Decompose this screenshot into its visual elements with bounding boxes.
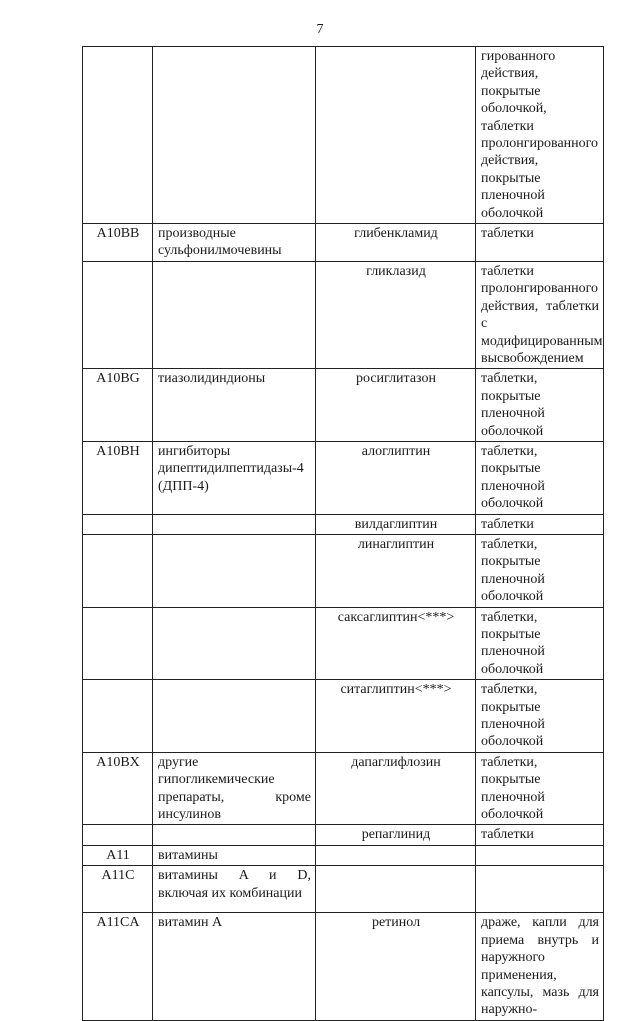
- pharm-group-cell: ингибиторы дипептидилпептидазы-4 (ДПП-4): [153, 441, 316, 514]
- dosage-form-cell: таблетки пролонгированного действия, таблетки с модифицированным высвобождением: [476, 261, 604, 368]
- substance-cell: ретинол: [316, 913, 476, 1020]
- atc-code-cell: [83, 534, 153, 607]
- drug-table: [82, 46, 604, 1021]
- dosage-form-cell: таблетки: [476, 514, 604, 534]
- substance-cell: [316, 866, 476, 913]
- pharm-group-cell: витамины A и D, включая их комбинации: [153, 866, 316, 913]
- page-number: 7: [316, 22, 324, 37]
- pharm-group-cell: [153, 680, 316, 753]
- table-row: [83, 680, 604, 753]
- pharm-group-cell: производные сульфонилмочевины: [153, 224, 316, 262]
- dosage-form-cell: таблетки: [476, 825, 604, 845]
- pharm-group-cell: [153, 534, 316, 607]
- pharm-group-cell: [153, 47, 316, 224]
- substance-cell: саксаглиптин<***>: [316, 607, 476, 680]
- dosage-form-cell: таблетки: [476, 224, 604, 262]
- dosage-form-cell: таблетки, покрытые пленочной оболочкой: [476, 534, 604, 607]
- table-row: [83, 369, 604, 442]
- table-row: [83, 47, 604, 224]
- dosage-form-cell: [476, 845, 604, 865]
- atc-code-cell: A10BH: [83, 441, 153, 514]
- atc-code-cell: [83, 514, 153, 534]
- substance-cell: росиглитазон: [316, 369, 476, 442]
- pharm-group-cell: [153, 607, 316, 680]
- dosage-form-cell: гированного действия, покрытые оболочкой, таблетки пролонгированного действия, покрытые пленочной оболочкой: [476, 47, 604, 224]
- table-row: [83, 534, 604, 607]
- substance-cell: [316, 47, 476, 224]
- pharm-group-cell: витамин A: [153, 913, 316, 1020]
- substance-cell: репаглинид: [316, 825, 476, 845]
- table-row: [83, 224, 604, 262]
- atc-code-cell: A10BB: [83, 224, 153, 262]
- pharm-group-cell: [153, 825, 316, 845]
- table-row: [83, 825, 604, 845]
- dosage-form-cell: таблетки, покрытые пленочной оболочкой: [476, 441, 604, 514]
- atc-code-cell: [83, 261, 153, 368]
- table-row: [83, 261, 604, 368]
- substance-cell: линаглиптин: [316, 534, 476, 607]
- atc-code-cell: [83, 607, 153, 680]
- table-row: [83, 866, 604, 913]
- atc-code-cell: [83, 825, 153, 845]
- atc-code-cell: A11C: [83, 866, 153, 913]
- substance-cell: гликлазид: [316, 261, 476, 368]
- pharm-group-cell: тиазолидиндионы: [153, 369, 316, 442]
- table-row: [83, 752, 604, 825]
- atc-code-cell: A11CA: [83, 913, 153, 1020]
- table-body: [83, 47, 604, 1021]
- substance-cell: дапаглифлозин: [316, 752, 476, 825]
- atc-code-cell: A10BX: [83, 752, 153, 825]
- substance-cell: алоглиптин: [316, 441, 476, 514]
- substance-cell: ситаглиптин<***>: [316, 680, 476, 753]
- substance-cell: глибенкламид: [316, 224, 476, 262]
- dosage-form-cell: таблетки, покрытые пленочной оболочкой: [476, 680, 604, 753]
- pharm-group-cell: [153, 514, 316, 534]
- substance-cell: вилдаглиптин: [316, 514, 476, 534]
- atc-code-cell: A10BG: [83, 369, 153, 442]
- dosage-form-cell: драже, капли для приема внутрь и наружного применения, капсулы, мазь для наружно-: [476, 913, 604, 1020]
- atc-code-cell: [83, 680, 153, 753]
- pharm-group-cell: витамины: [153, 845, 316, 865]
- table-row: [83, 913, 604, 1020]
- dosage-form-cell: таблетки, покрытые пленочной оболочкой: [476, 369, 604, 442]
- table-row: [83, 514, 604, 534]
- atc-code-cell: [83, 47, 153, 224]
- atc-code-cell: A11: [83, 845, 153, 865]
- table-row: [83, 607, 604, 680]
- dosage-form-cell: таблетки, покрытые пленочной оболочкой: [476, 752, 604, 825]
- table-row: [83, 845, 604, 865]
- table-row: [83, 441, 604, 514]
- dosage-form-cell: [476, 866, 604, 913]
- pharm-group-cell: [153, 261, 316, 368]
- dosage-form-cell: таблетки, покрытые пленочной оболочкой: [476, 607, 604, 680]
- substance-cell: [316, 845, 476, 865]
- pharm-group-cell: другие гипогликемические препараты, кроме инсулинов: [153, 752, 316, 825]
